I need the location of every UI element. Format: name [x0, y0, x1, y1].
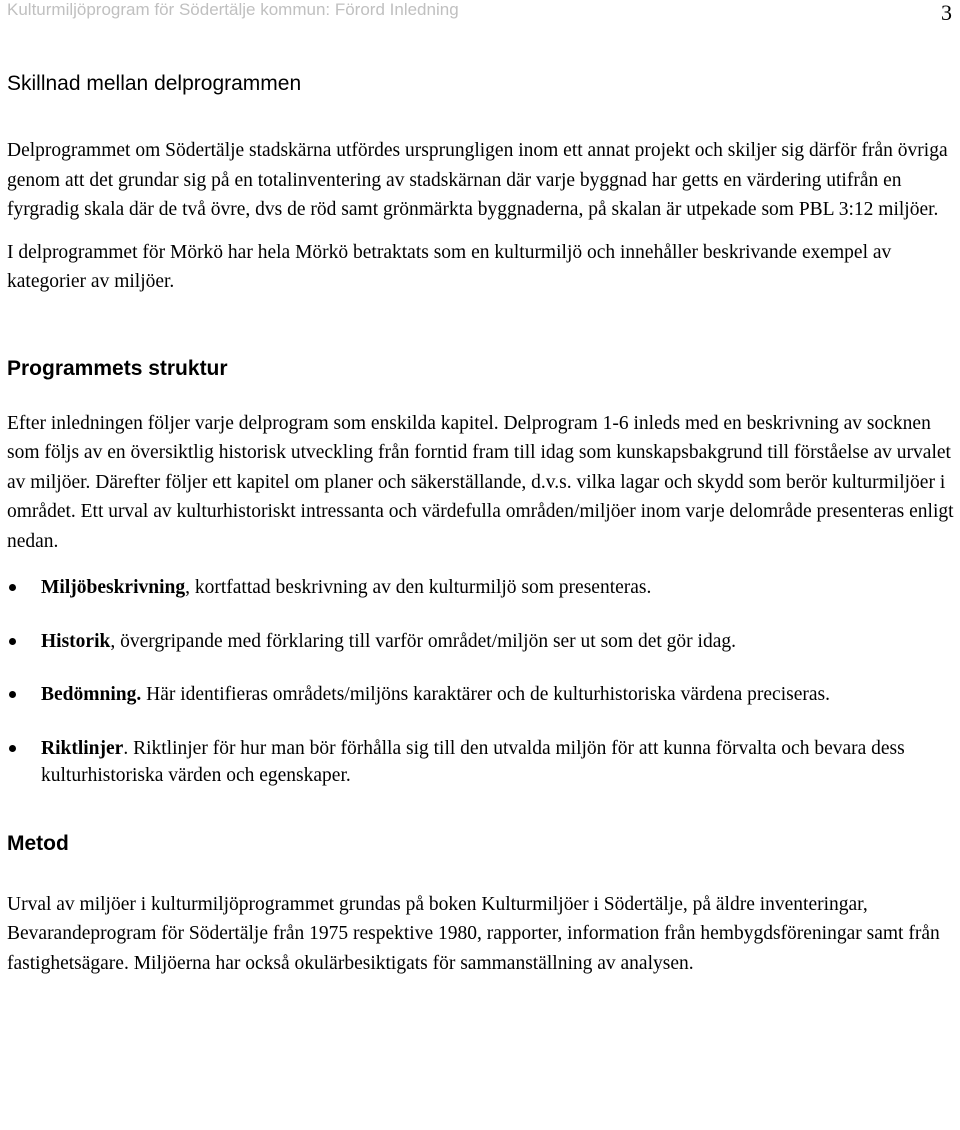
- bullet-icon: [9, 691, 16, 698]
- list-item-term: Riktlinjer: [41, 737, 124, 759]
- list-item-text: . Riktlinjer för hur man bör förhålla sig till den utvalda miljön för att kunna förvalta och bevara dess kulturhistoriska värden och egenskaper.: [41, 737, 905, 786]
- paragraph: I delprogrammet för Mörkö har hela Mörkö betraktats som en kulturmiljö och innehåller beskrivande exempel av kategorier av miljöer.: [7, 241, 892, 292]
- header-title: Kulturmiljöprogram för Södertälje kommun: Förord Inledning: [7, 0, 459, 19]
- bullet-icon: [9, 638, 16, 645]
- list-item: [7, 628, 955, 656]
- list-item-text: , kortfattad beskrivning av den kulturmiljö som presenteras.: [185, 577, 652, 598]
- section-heading-struktur: Programmets struktur: [7, 356, 228, 380]
- list-item-text: , övergripande med förklaring till varför området/miljön ser ut som det gör idag.: [110, 630, 736, 652]
- page-header: [7, 0, 952, 30]
- list-item: [7, 681, 955, 709]
- section-heading-metod: Metod: [7, 831, 69, 855]
- page-number: 3: [941, 0, 952, 25]
- list-item-text: Här identifieras områdets/miljöns karaktärer och de kulturhistoriska värdena preciseras.: [141, 684, 830, 705]
- list-item-term: Miljöbeskrivning: [41, 577, 186, 598]
- list-item: [7, 574, 955, 602]
- paragraph: Urval av miljöer i kulturmiljöprogrammet grundas på boken Kulturmiljöer i Södertälje, på äldre inventeringar, Bevarandeprogram för Södertälje från 1975 respektive 1980, rapporter, information från hembygdsföreningar samt från fastighetsägare. Miljöerna har också okulärbesiktigats för sammanställning av analysen.: [7, 893, 940, 974]
- list-item-term: Bedömning.: [41, 684, 142, 705]
- list-item-term: Historik: [41, 630, 111, 652]
- section-heading-skillnad: Skillnad mellan delprogrammen: [7, 72, 302, 95]
- paragraph: Efter inledningen följer varje delprogram som enskilda kapitel. Delprogram 1-6 inleds med en beskrivning av socknen som följs av en översiktlig historisk utveckling från forntid fram till idag som kunskapsbakgrund till förståelse av urvalet av miljöer. Därefter följer ett kapitel om planer och säkerställande, d.v.s. vilka lagar och skydd som berör kulturmiljöer i området. Ett urval av kulturhistoriskt intressanta och värdefulla områden/miljöer inom varje delområde presenteras enligt nedan.: [7, 412, 954, 552]
- bullet-icon: [9, 745, 16, 752]
- bullet-list: [7, 574, 955, 790]
- list-item: [7, 735, 955, 790]
- bullet-icon: [9, 584, 16, 591]
- paragraph: Delprogrammet om Södertälje stadskärna utfördes ursprungligen inom ett annat projekt och skiljer sig därför från övriga genom att det grundar sig på en totalinventering av stadskärnan där varje byggnad har getts en värdering utifrån en fyrgradig skala där de två övre, dvs de röd samt grönmärkta byggnaderna, på skalan är utpekade som PBL 3:12 miljöer.: [7, 140, 948, 220]
- document-body: [7, 70, 955, 978]
